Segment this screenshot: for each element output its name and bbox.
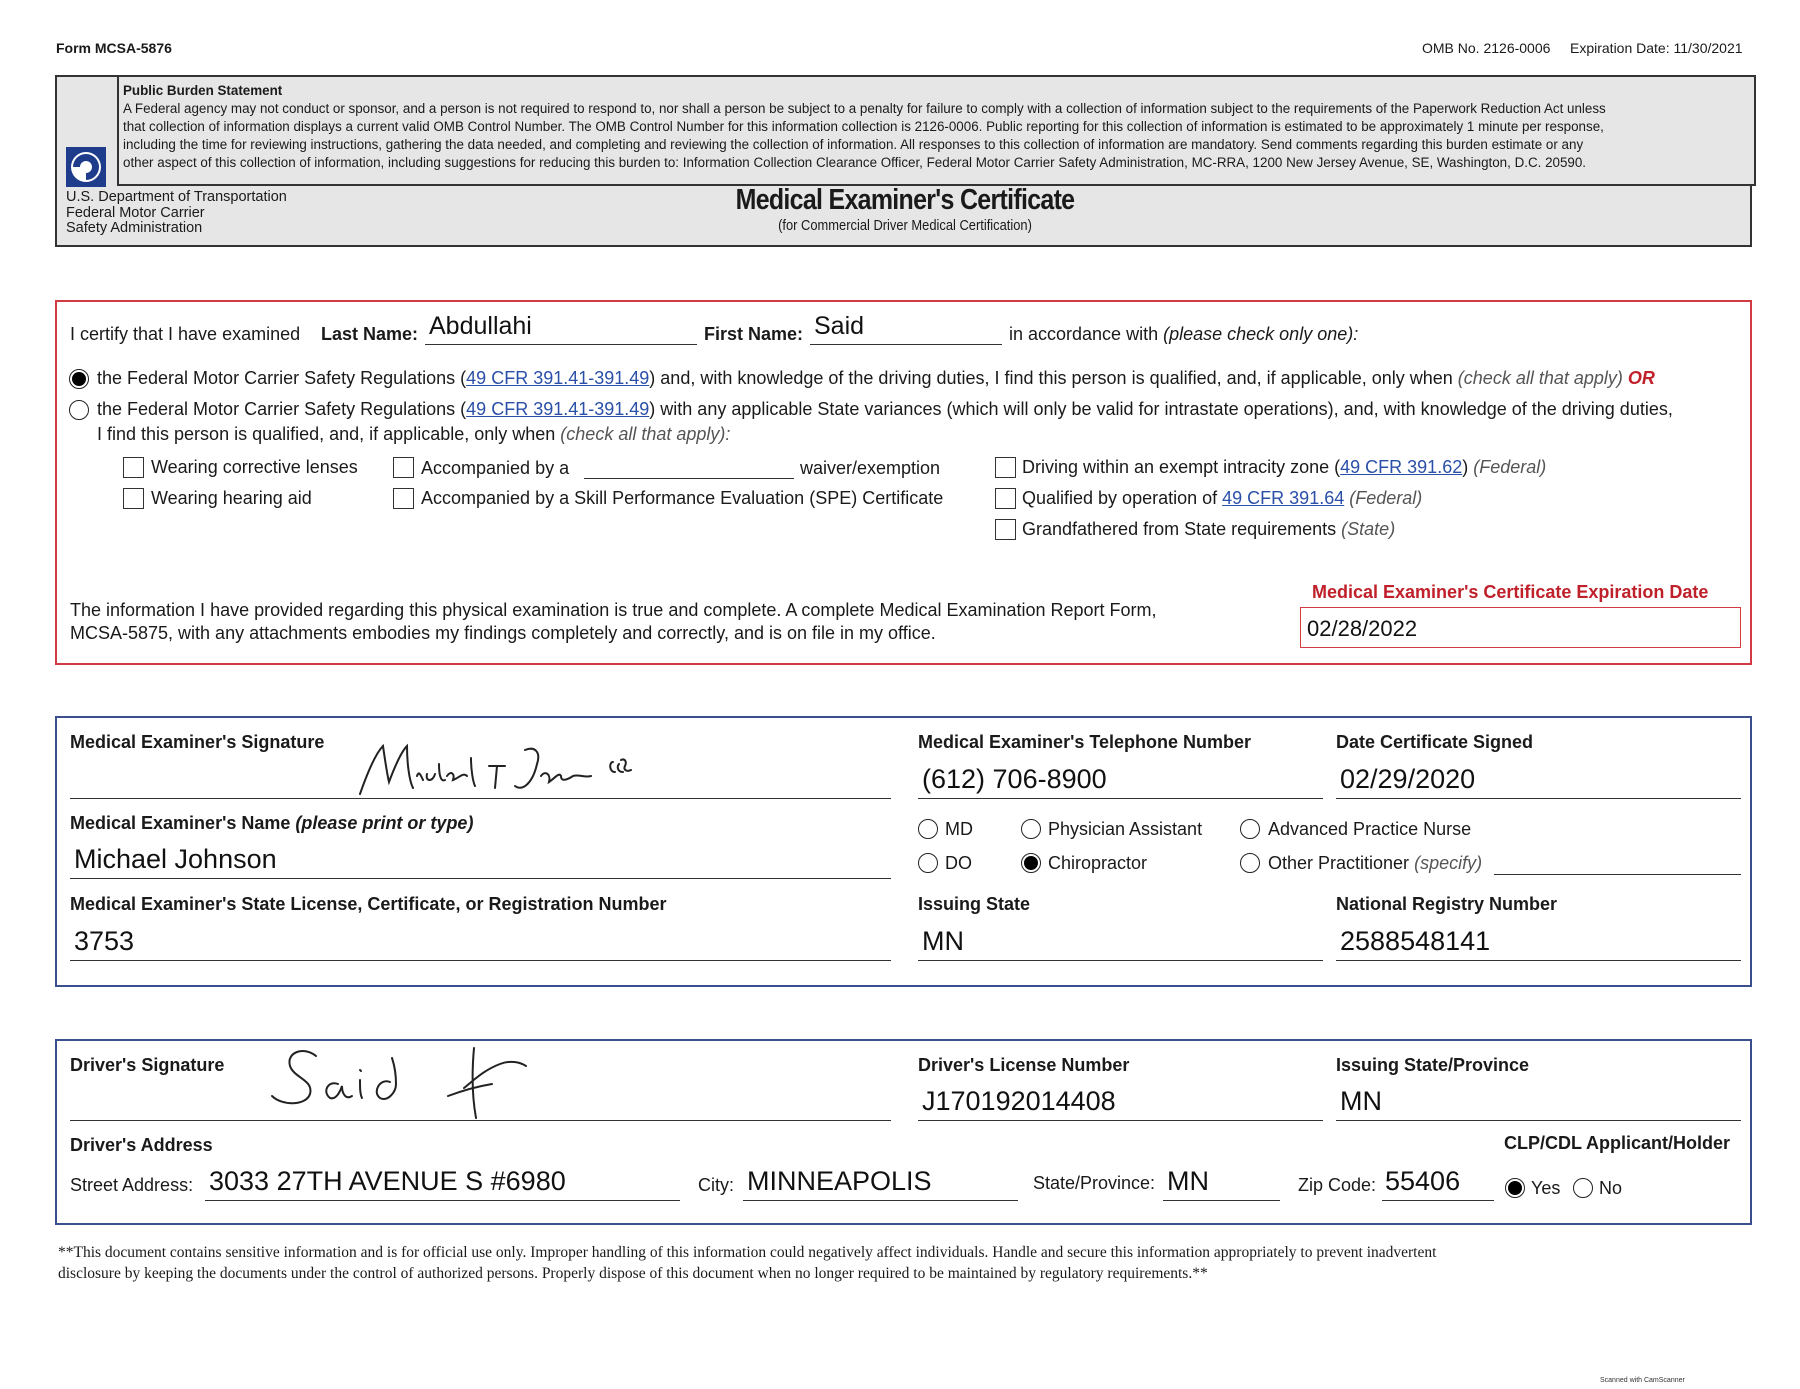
last-name-field[interactable] xyxy=(425,312,697,345)
cfr-link[interactable]: 49 CFR 391.41-391.49 xyxy=(466,368,650,388)
street-address-label: Street Address: xyxy=(70,1175,194,1195)
date-signed-value: 02/29/2020 xyxy=(1340,764,1476,794)
accompanied-waiver-checkbox[interactable] xyxy=(393,457,414,478)
clp-cdl-label: CLP/CDL Applicant/Holder xyxy=(1504,1133,1731,1153)
intracity-zone-label xyxy=(1022,457,1546,478)
omb-number: OMB No. 2126-0006 xyxy=(1422,40,1551,56)
license-number-field[interactable] xyxy=(70,920,891,961)
intracity-text: ) xyxy=(1462,457,1469,477)
accompanied-label: Accompanied by a xyxy=(421,458,570,478)
option-state-text-2 xyxy=(97,424,730,445)
waiver-label: waiver/exemption xyxy=(800,458,941,478)
registry-number-value: 2588548141 xyxy=(1340,926,1491,956)
burden-statement xyxy=(123,82,1748,172)
burden-title: Public Burden Statement xyxy=(123,83,283,98)
examiner-phone-value: (612) 706-8900 xyxy=(922,764,1107,794)
examiner-name-field[interactable] xyxy=(70,840,891,879)
agency-line: U.S. Department of Transportation xyxy=(66,189,287,205)
certificate-expiration-label: Medical Examiner's Certificate Expiration Date xyxy=(1312,582,1709,602)
burden-line: that collection of information displays a current valid OMB Control Number. The OMB Control Number for this information collection is 2126-0006. Public reporting for this collection of information is estimated to be approximately 1 minute per response, xyxy=(123,119,1604,134)
examiner-type-other-label xyxy=(1268,853,1482,874)
examiner-signature-image xyxy=(355,736,645,800)
examiner-type-chiropractor-radio[interactable] xyxy=(1021,853,1041,873)
driver-license-value: J170192014408 xyxy=(922,1086,1116,1116)
city-label: City: xyxy=(698,1175,734,1195)
license-number-label: Medical Examiner's State License, Certificate, or Registration Number xyxy=(70,894,667,914)
opt1-hint: (check all that apply) xyxy=(1457,368,1623,388)
grandfathered-checkbox[interactable] xyxy=(995,519,1016,540)
qualified-operation-label xyxy=(1022,488,1422,509)
first-name-label: First Name: xyxy=(704,324,804,344)
certificate-expiration-field[interactable] xyxy=(1300,607,1741,648)
examiner-type-other-radio[interactable] xyxy=(1240,853,1260,873)
city-value: MINNEAPOLIS xyxy=(747,1166,932,1196)
opt2-text: ) with any applicable State variances (which will only be valid for intrastate operations), and, with knowledge of the driving duties, xyxy=(649,399,1673,419)
form-expiration: Expiration Date: 11/30/2021 xyxy=(1570,40,1743,56)
date-signed-field[interactable] xyxy=(1336,760,1741,799)
option-state-text xyxy=(97,399,1673,420)
street-address-field[interactable] xyxy=(205,1164,680,1201)
scanner-watermark: Scanned with CamScanner xyxy=(1600,1377,1685,1384)
zip-code-value: 55406 xyxy=(1385,1166,1461,1196)
state-hint: (State) xyxy=(1341,519,1396,539)
certify-intro: I certify that I have examined xyxy=(70,324,301,344)
examiner-type-pa-radio[interactable] xyxy=(1021,819,1041,839)
issuing-state-value: MN xyxy=(922,926,964,956)
accordance-text xyxy=(1009,324,1358,345)
opt2-hint: (check all that apply): xyxy=(560,424,731,444)
burden-line: including the time for reviewing instructions, gathering the data needed, and completing and reviewing the collection of information. All responses to this collection of information are mandatory. Send comments regarding this burden estimate or any xyxy=(123,137,1584,152)
opt1-text: the Federal Motor Carrier Safety Regulations ( xyxy=(97,368,467,388)
notice-line: disclosure by keeping the documents under the control of authorized persons. Properly dispose of this document when no longer required to be maintained by regulatory requirements.** xyxy=(58,1265,1208,1282)
first-name-value: Said xyxy=(814,312,865,340)
driver-state-label: Issuing State/Province xyxy=(1336,1055,1530,1075)
cfr-link[interactable]: 49 CFR 391.41-391.49 xyxy=(466,399,650,419)
examiner-type-md-label: MD xyxy=(945,819,973,839)
spe-certificate-label: Accompanied by a Skill Performance Evaluation (SPE) Certificate xyxy=(421,488,944,508)
examiner-phone-field[interactable] xyxy=(918,760,1323,799)
grandfathered-label xyxy=(1022,519,1395,540)
clp-no-label: No xyxy=(1599,1178,1623,1198)
regulation-option-state-radio[interactable] xyxy=(69,400,89,420)
examiner-type-apn-radio[interactable] xyxy=(1240,819,1260,839)
hearing-aid-label: Wearing hearing aid xyxy=(151,488,312,508)
form-subtitle: (for Commercial Driver Medical Certification) xyxy=(778,217,1032,234)
attestation-line-1: The information I have provided regarding this physical examination is true and complete. A complete Medical Examination Report Form, xyxy=(70,600,1157,620)
dot-logo xyxy=(66,147,106,187)
opt2-line2: I find this person is qualified, and, if applicable, only when xyxy=(97,424,556,444)
opt1-text: ) and, with knowledge of the driving duties, I find this person is qualified, and, if applicable, only when xyxy=(649,368,1453,388)
examiner-type-do-label: DO xyxy=(945,853,972,873)
examiner-name-label-text: Medical Examiner's Name xyxy=(70,813,291,833)
qualified-text: Qualified by operation of xyxy=(1022,488,1218,508)
examiner-name-label xyxy=(70,813,473,834)
agency-line: Federal Motor Carrier xyxy=(66,204,205,221)
federal-hint: (Federal) xyxy=(1349,488,1423,508)
examiner-signature-label: Medical Examiner's Signature xyxy=(70,732,325,752)
hearing-aid-checkbox[interactable] xyxy=(123,488,144,509)
state-province-field[interactable] xyxy=(1163,1164,1280,1201)
street-address-value: 3033 27TH AVENUE S #6980 xyxy=(209,1166,566,1196)
burden-line: A Federal agency may not conduct or sponsor, and a person is not required to respond to, nor shall a person be subject to a penalty for failure to comply with a collection of information subject to the requirements of the Paperwork Reduction Act unless xyxy=(123,101,1606,116)
driver-address-label: Driver's Address xyxy=(70,1135,213,1155)
opt2-text: the Federal Motor Carrier Safety Regulations ( xyxy=(97,399,467,419)
examiner-phone-label: Medical Examiner's Telephone Number xyxy=(918,732,1252,752)
issuing-state-label: Issuing State xyxy=(918,894,1031,914)
notice-line: **This document contains sensitive information and is for official use only. Improper handling of this information could negatively affect individuals. Handle and secure this information appropriately to prevent inadvertent xyxy=(58,1244,1437,1261)
date-signed-label: Date Certificate Signed xyxy=(1336,732,1534,752)
spe-certificate-checkbox[interactable] xyxy=(393,488,414,509)
examiner-type-do-radio[interactable] xyxy=(918,853,938,873)
check-one-hint: (please check only one): xyxy=(1163,324,1359,344)
registry-number-field[interactable] xyxy=(1336,920,1741,961)
zip-code-field[interactable] xyxy=(1382,1164,1494,1201)
regulation-option-federal-radio[interactable] xyxy=(69,369,89,389)
accordance-label: in accordance with xyxy=(1009,324,1159,344)
sensitivity-notice xyxy=(58,1242,1758,1284)
cfr-link[interactable]: 49 CFR 391.62 xyxy=(1340,457,1463,477)
agency-name xyxy=(66,190,287,237)
corrective-lenses-label: Wearing corrective lenses xyxy=(151,457,358,477)
last-name-value: Abdullahi xyxy=(429,312,532,340)
driver-license-field[interactable] xyxy=(918,1082,1323,1121)
cfr-link[interactable]: 49 CFR 391.64 xyxy=(1222,488,1345,508)
corrective-lenses-checkbox[interactable] xyxy=(123,457,144,478)
examiner-name-value: Michael Johnson xyxy=(74,844,277,874)
state-province-value: MN xyxy=(1167,1166,1209,1196)
federal-hint: (Federal) xyxy=(1473,457,1547,477)
examiner-type-md-radio[interactable] xyxy=(918,819,938,839)
option-federal-text xyxy=(97,368,1655,389)
qualified-operation-checkbox[interactable] xyxy=(995,488,1016,509)
clp-yes-radio[interactable] xyxy=(1505,1178,1525,1198)
last-name-label: Last Name: xyxy=(321,324,419,344)
driver-signature-image xyxy=(268,1040,538,1120)
issuing-state-field[interactable] xyxy=(918,920,1323,961)
waiver-type-field[interactable] xyxy=(584,462,794,479)
burden-line: other aspect of this collection of information, including suggestions for reducing this burden to: Information Collection Clearance Officer, Federal Motor Carrier Safety Administration, MC-RRA, 1200 New Jersey Avenue, SE, Washington, D.C. 20590. xyxy=(123,155,1587,170)
or-label: OR xyxy=(1627,368,1655,388)
other-text: Other Practitioner xyxy=(1268,853,1410,873)
form-number: Form MCSA-5876 xyxy=(56,40,172,56)
grandfathered-text: Grandfathered from State requirements xyxy=(1022,519,1337,539)
specify-hint: (specify) xyxy=(1414,853,1483,873)
driver-state-value: MN xyxy=(1340,1086,1382,1116)
form-title: Medical Examiner's Certificate xyxy=(735,184,1075,216)
examiner-name-hint: (please print or type) xyxy=(295,813,474,833)
first-name-field[interactable] xyxy=(810,312,1002,345)
driver-license-label: Driver's License Number xyxy=(918,1055,1130,1075)
clp-no-radio[interactable] xyxy=(1573,1178,1593,1198)
zip-code-label: Zip Code: xyxy=(1298,1175,1377,1195)
other-practitioner-field[interactable] xyxy=(1494,856,1741,875)
registry-number-label: National Registry Number xyxy=(1336,894,1558,914)
driver-state-field[interactable] xyxy=(1336,1082,1741,1121)
certificate-expiration-value: 02/28/2022 xyxy=(1307,616,1418,641)
city-field[interactable] xyxy=(743,1164,1018,1201)
license-number-value: 3753 xyxy=(74,926,135,956)
agency-line: Safety Administration xyxy=(66,220,203,236)
attestation-line-2: MCSA-5875, with any attachments embodies my findings completely and correctly, and is on file in my office. xyxy=(70,623,936,643)
state-province-label: State/Province: xyxy=(1033,1173,1156,1193)
examiner-type-apn-label: Advanced Practice Nurse xyxy=(1268,819,1472,839)
examiner-type-pa-label: Physician Assistant xyxy=(1048,819,1203,839)
intracity-zone-checkbox[interactable] xyxy=(995,457,1016,478)
examiner-type-chiropractor-label: Chiropractor xyxy=(1048,853,1148,873)
clp-yes-label: Yes xyxy=(1531,1178,1561,1198)
intracity-text: Driving within an exempt intracity zone ( xyxy=(1022,457,1341,477)
driver-signature-label: Driver's Signature xyxy=(70,1055,225,1075)
